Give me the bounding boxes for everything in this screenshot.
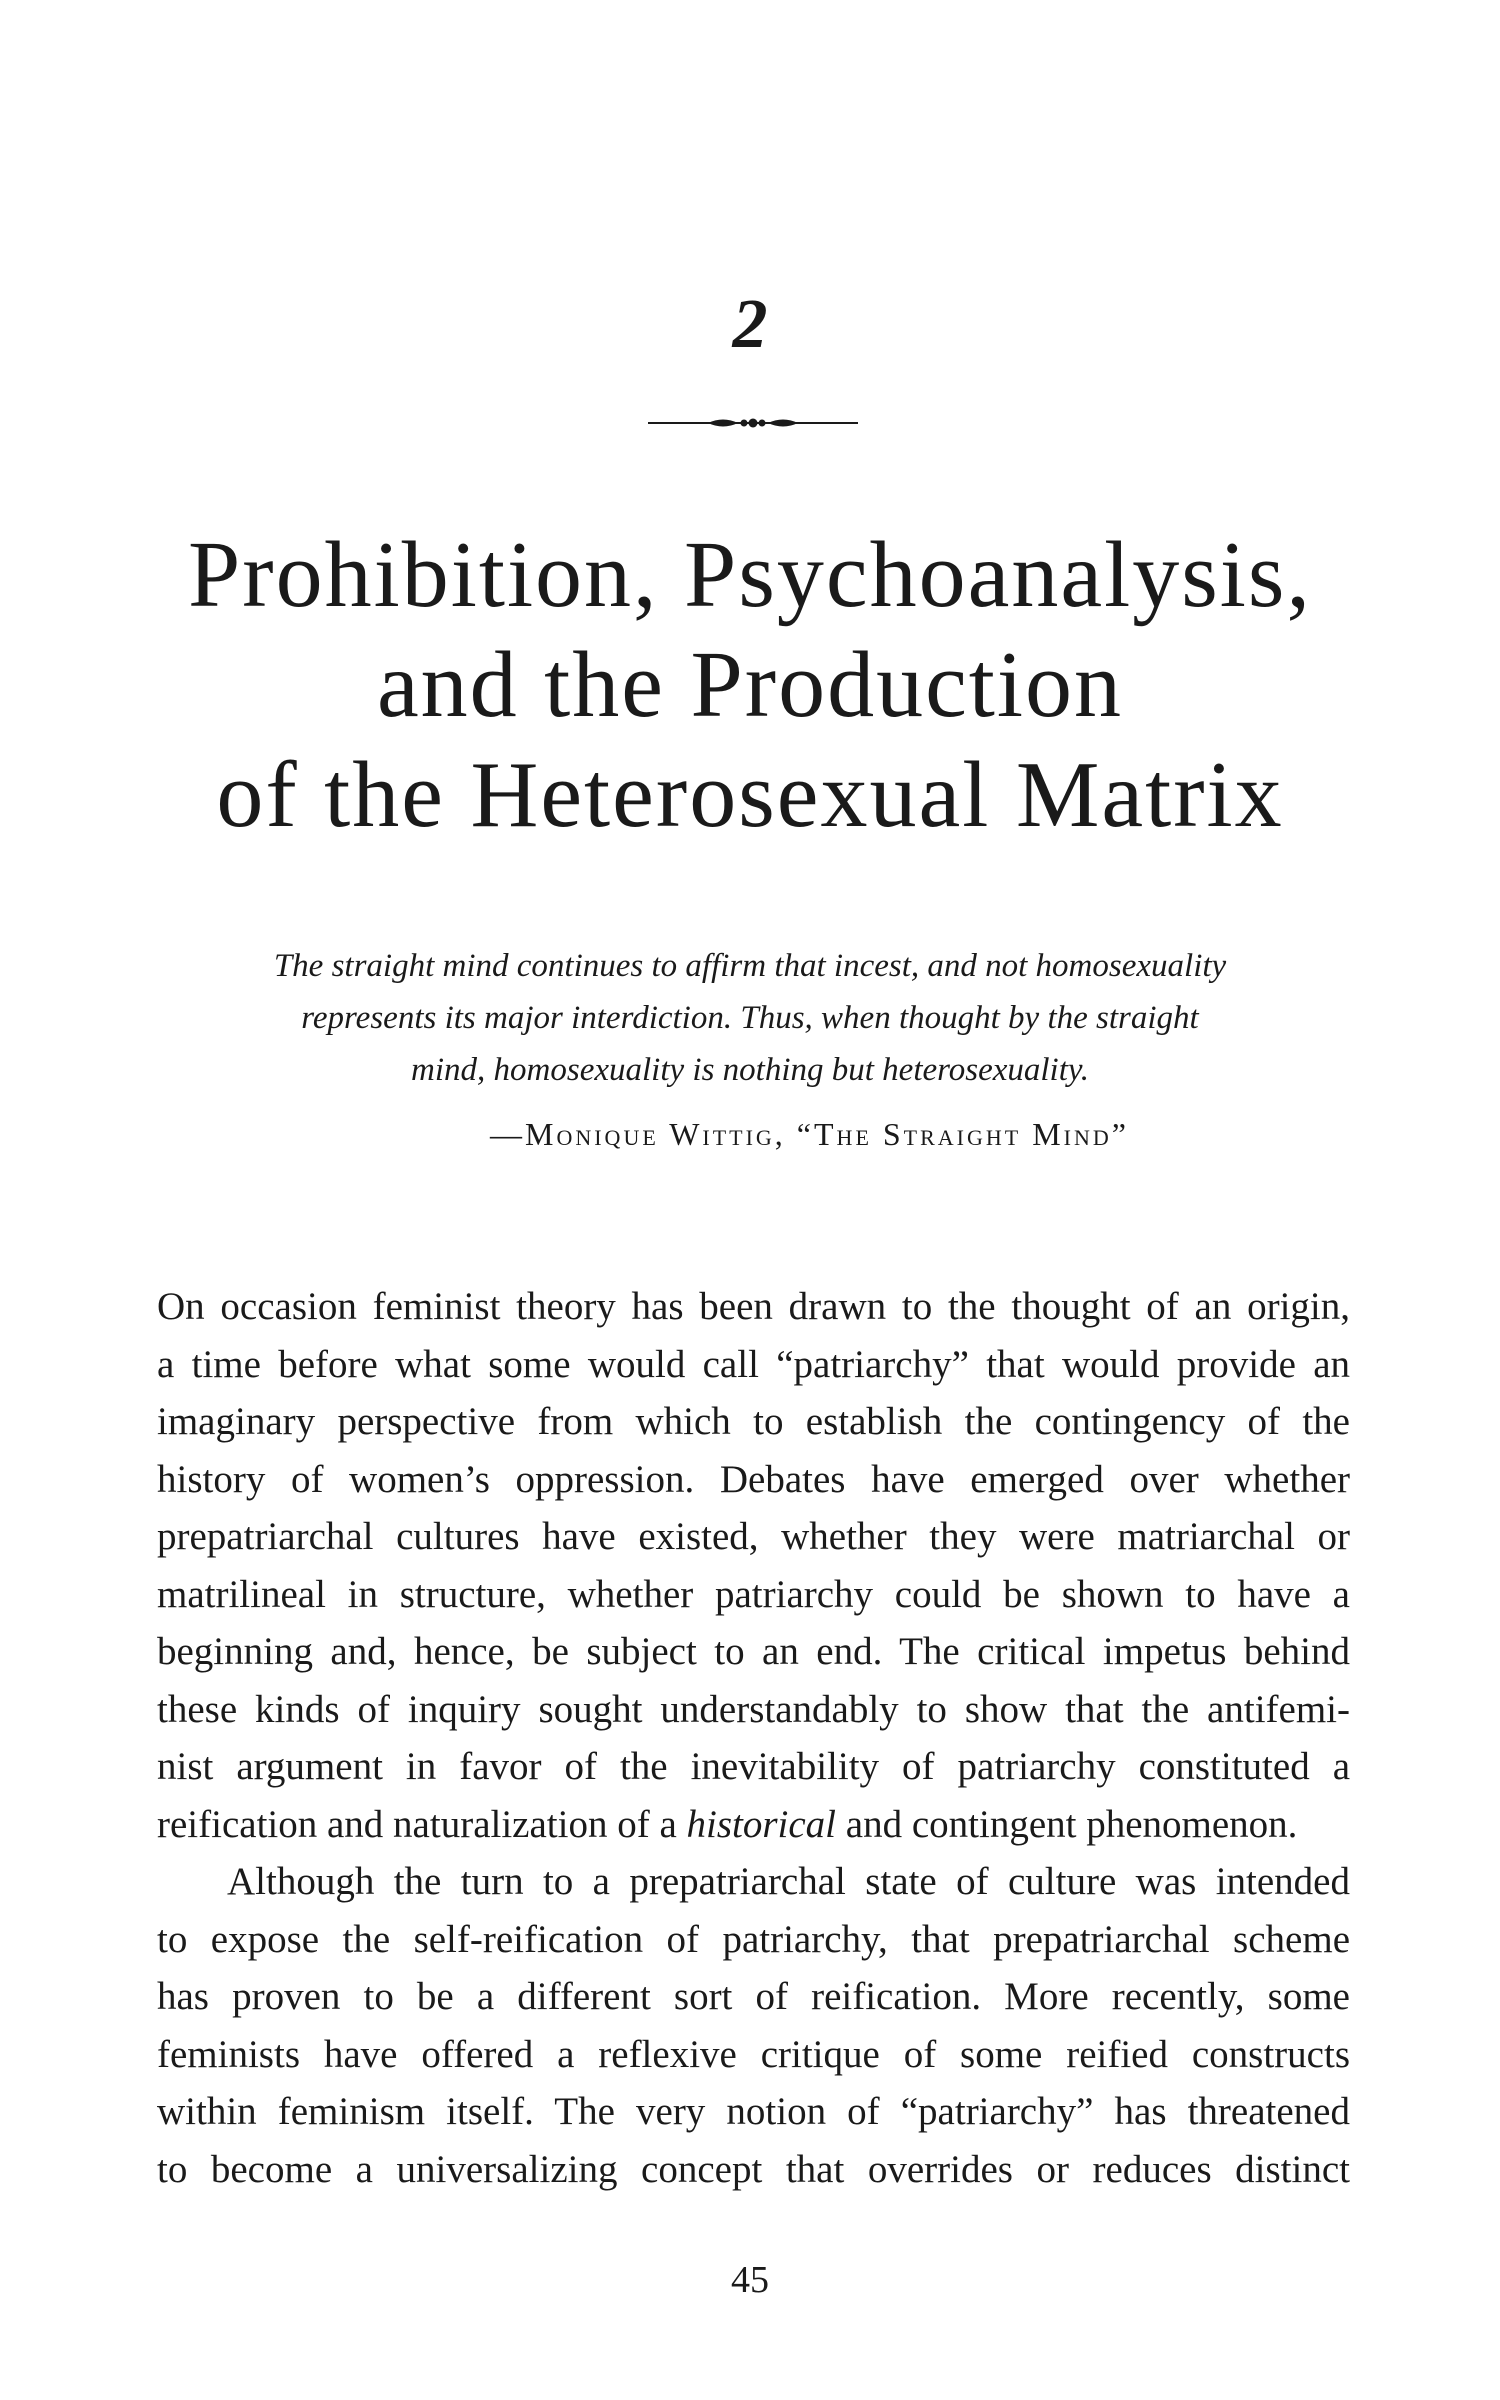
chapter-title-line: of the Heterosexual Matrix — [216, 743, 1284, 847]
chapter-number: 2 — [732, 286, 768, 363]
text-run: reification and naturalization of a — [157, 1802, 687, 1846]
chapter-title-line: Prohibition, Psychoanalysis, — [188, 523, 1312, 627]
paragraph-line: within feminism itself. The very notion of “patriarchy” has threatened — [157, 2090, 1350, 2133]
paragraph-line: to expose the self-reification of patriarchy, that prepatriarchal scheme — [157, 1917, 1350, 1961]
paragraph-line: has proven to be a different sort of reification. More recently, some — [157, 1975, 1350, 2018]
paragraph-line: nist argument in favor of the inevitability of patriarchy constituted a — [157, 1745, 1350, 1788]
paragraph-line: beginning and, hence, be subject to an end. The critical impetus behind — [157, 1630, 1350, 1673]
epigraph-line: mind, homosexuality is nothing but heterosexuality. — [411, 1052, 1089, 1088]
paragraph-line: to become a universalizing concept that overrides or reduces distinct — [157, 2147, 1350, 2191]
emphasized-word: historical — [686, 1802, 837, 1846]
paragraph-line: prepatriarchal cultures have existed, whether they were matriarchal or — [157, 1515, 1350, 1558]
paragraph-line: feminists have offered a reflexive critique of some reified constructs — [157, 2032, 1350, 2076]
text-run: and contingent phenomenon. — [836, 1802, 1298, 1846]
chapter-title-line: and the Production — [376, 633, 1124, 737]
epigraph — [0, 940, 1500, 1096]
chapter-title — [0, 520, 1500, 850]
epigraph-line: The straight mind continues to affirm that incest, and not homosexuality — [273, 948, 1227, 984]
epigraph-line: represents its major interdiction. Thus, when thought by the straight — [301, 1000, 1199, 1036]
paragraph-line: On occasion feminist theory has been drawn to the thought of an origin, — [157, 1285, 1350, 1328]
paragraph-first-line: Although the turn to a prepatriarchal state of culture was intended — [227, 1860, 1350, 1903]
epigraph-attribution: —Monique Wittig, “The Straight Mind” — [490, 1116, 1129, 1152]
paragraph-line: a time before what some would call “patriarchy” that would provide an — [157, 1342, 1350, 1386]
page-number: 45 — [731, 2259, 769, 2301]
paragraph-line: imaginary perspective from which to establish the contingency of the — [157, 1400, 1350, 1443]
paragraph-line: matrilineal in structure, whether patriarchy could be shown to have a — [157, 1572, 1350, 1616]
body-text — [157, 1278, 1350, 2198]
ornament-divider-icon — [648, 408, 858, 438]
paragraph-line: history of women’s oppression. Debates have emerged over whether — [157, 1457, 1350, 1501]
paragraph-line: these kinds of inquiry sought understandably to show that the antifemi- — [157, 1687, 1350, 1731]
paragraph-last-line — [157, 1796, 1350, 1854]
